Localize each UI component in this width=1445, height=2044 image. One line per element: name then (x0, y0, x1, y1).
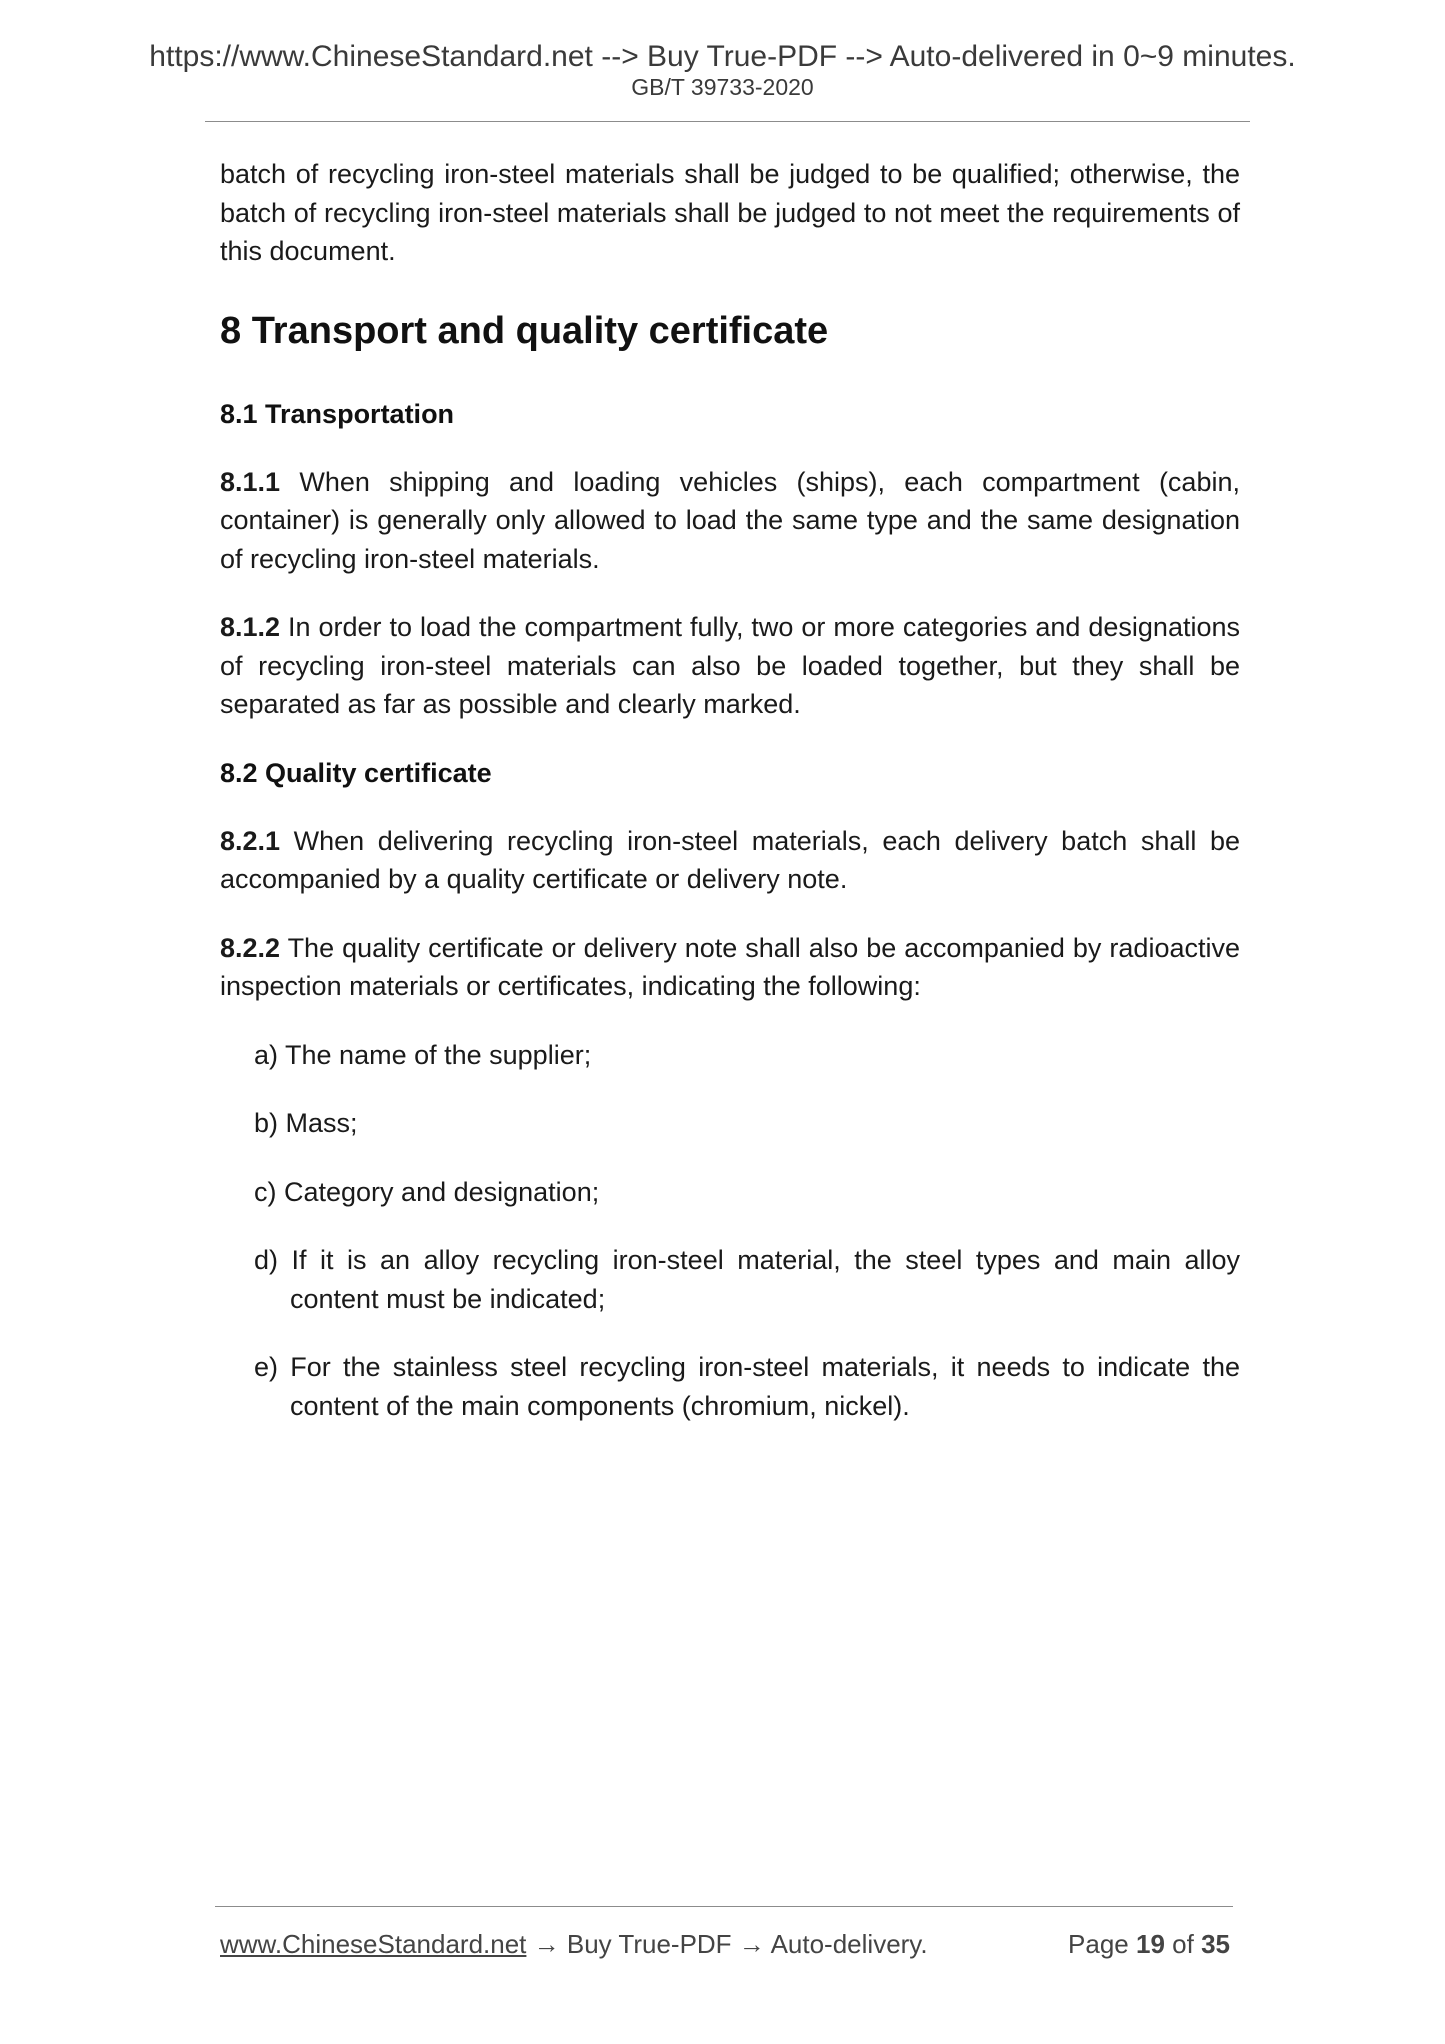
of-label: of (1172, 1929, 1194, 1959)
source-banner: https://www.ChineseStandard.net --> Buy True-PDF --> Auto-delivered in 0~9 minutes. (149, 40, 1296, 73)
section-8-2-title: 8.2 Quality certificate (220, 757, 492, 788)
page-content (220, 155, 1240, 1455)
clause-8-2-1 (220, 822, 1240, 899)
clause-number: 8.2.2 (220, 932, 281, 963)
page-label: Page (1068, 1929, 1129, 1959)
footer-tagline: → Buy True-PDF → Auto-delivery. (526, 1929, 928, 1959)
page-footer (220, 1928, 1230, 1960)
clause-8-1-1 (220, 463, 1240, 579)
list-item: d) If it is an alloy recycling iron-steel material, the steel types and main alloy content must be indicated; (254, 1245, 1240, 1314)
clause-text: The quality certificate or delivery note shall also be accompanied by radioactive inspection materials or certificates, indicating the following: (220, 932, 1240, 1001)
list-item: b) Mass; (254, 1108, 358, 1138)
current-page: 19 (1136, 1929, 1165, 1959)
website-link[interactable]: www.ChineseStandard.net (220, 1929, 527, 1959)
footer-divider (215, 1906, 1233, 1907)
page-number (1068, 1928, 1230, 1960)
clause-number: 8.1.2 (220, 612, 281, 642)
list-item: c) Category and designation; (254, 1176, 600, 1207)
document-code: GB/T 39733-2020 (631, 74, 814, 100)
section-8-title: 8 Transport and quality certificate (220, 309, 829, 352)
section-8-1-title: 8.1 Transportation (220, 398, 455, 429)
clause-8-1-2 (220, 608, 1240, 724)
list-item: e) For the stainless steel recycling iron-steel materials, it needs to indicate the content of the main components (chromium, nickel). (254, 1352, 1240, 1421)
clause-text: When shipping and loading vehicles (ships), each compartment (cabin, container) is generally only allowed to load the same type and the same designation of recycling iron-steel materials. (220, 466, 1240, 574)
clause-8-2-2 (220, 929, 1240, 1006)
clause-text: When delivering recycling iron-steel materials, each delivery batch shall be accompanied by a quality certificate or delivery note. (220, 825, 1240, 894)
intro-paragraph: batch of recycling iron-steel materials shall be judged to be qualified; otherwise, the batch of recycling iron-steel materials shall be judged to not meet the requirements of this document. (220, 159, 1240, 266)
clause-number: 8.2.1 (220, 825, 281, 856)
total-pages: 35 (1201, 1929, 1230, 1959)
clause-text: In order to load the compartment fully, two or more categories and designations of recycling iron-steel materials can also be loaded together, but they shall be separated as far as possible and clearly marked. (220, 612, 1240, 719)
list-item: a) The name of the supplier; (254, 1039, 592, 1070)
clause-number: 8.1.1 (220, 466, 281, 497)
header-divider (205, 121, 1250, 122)
